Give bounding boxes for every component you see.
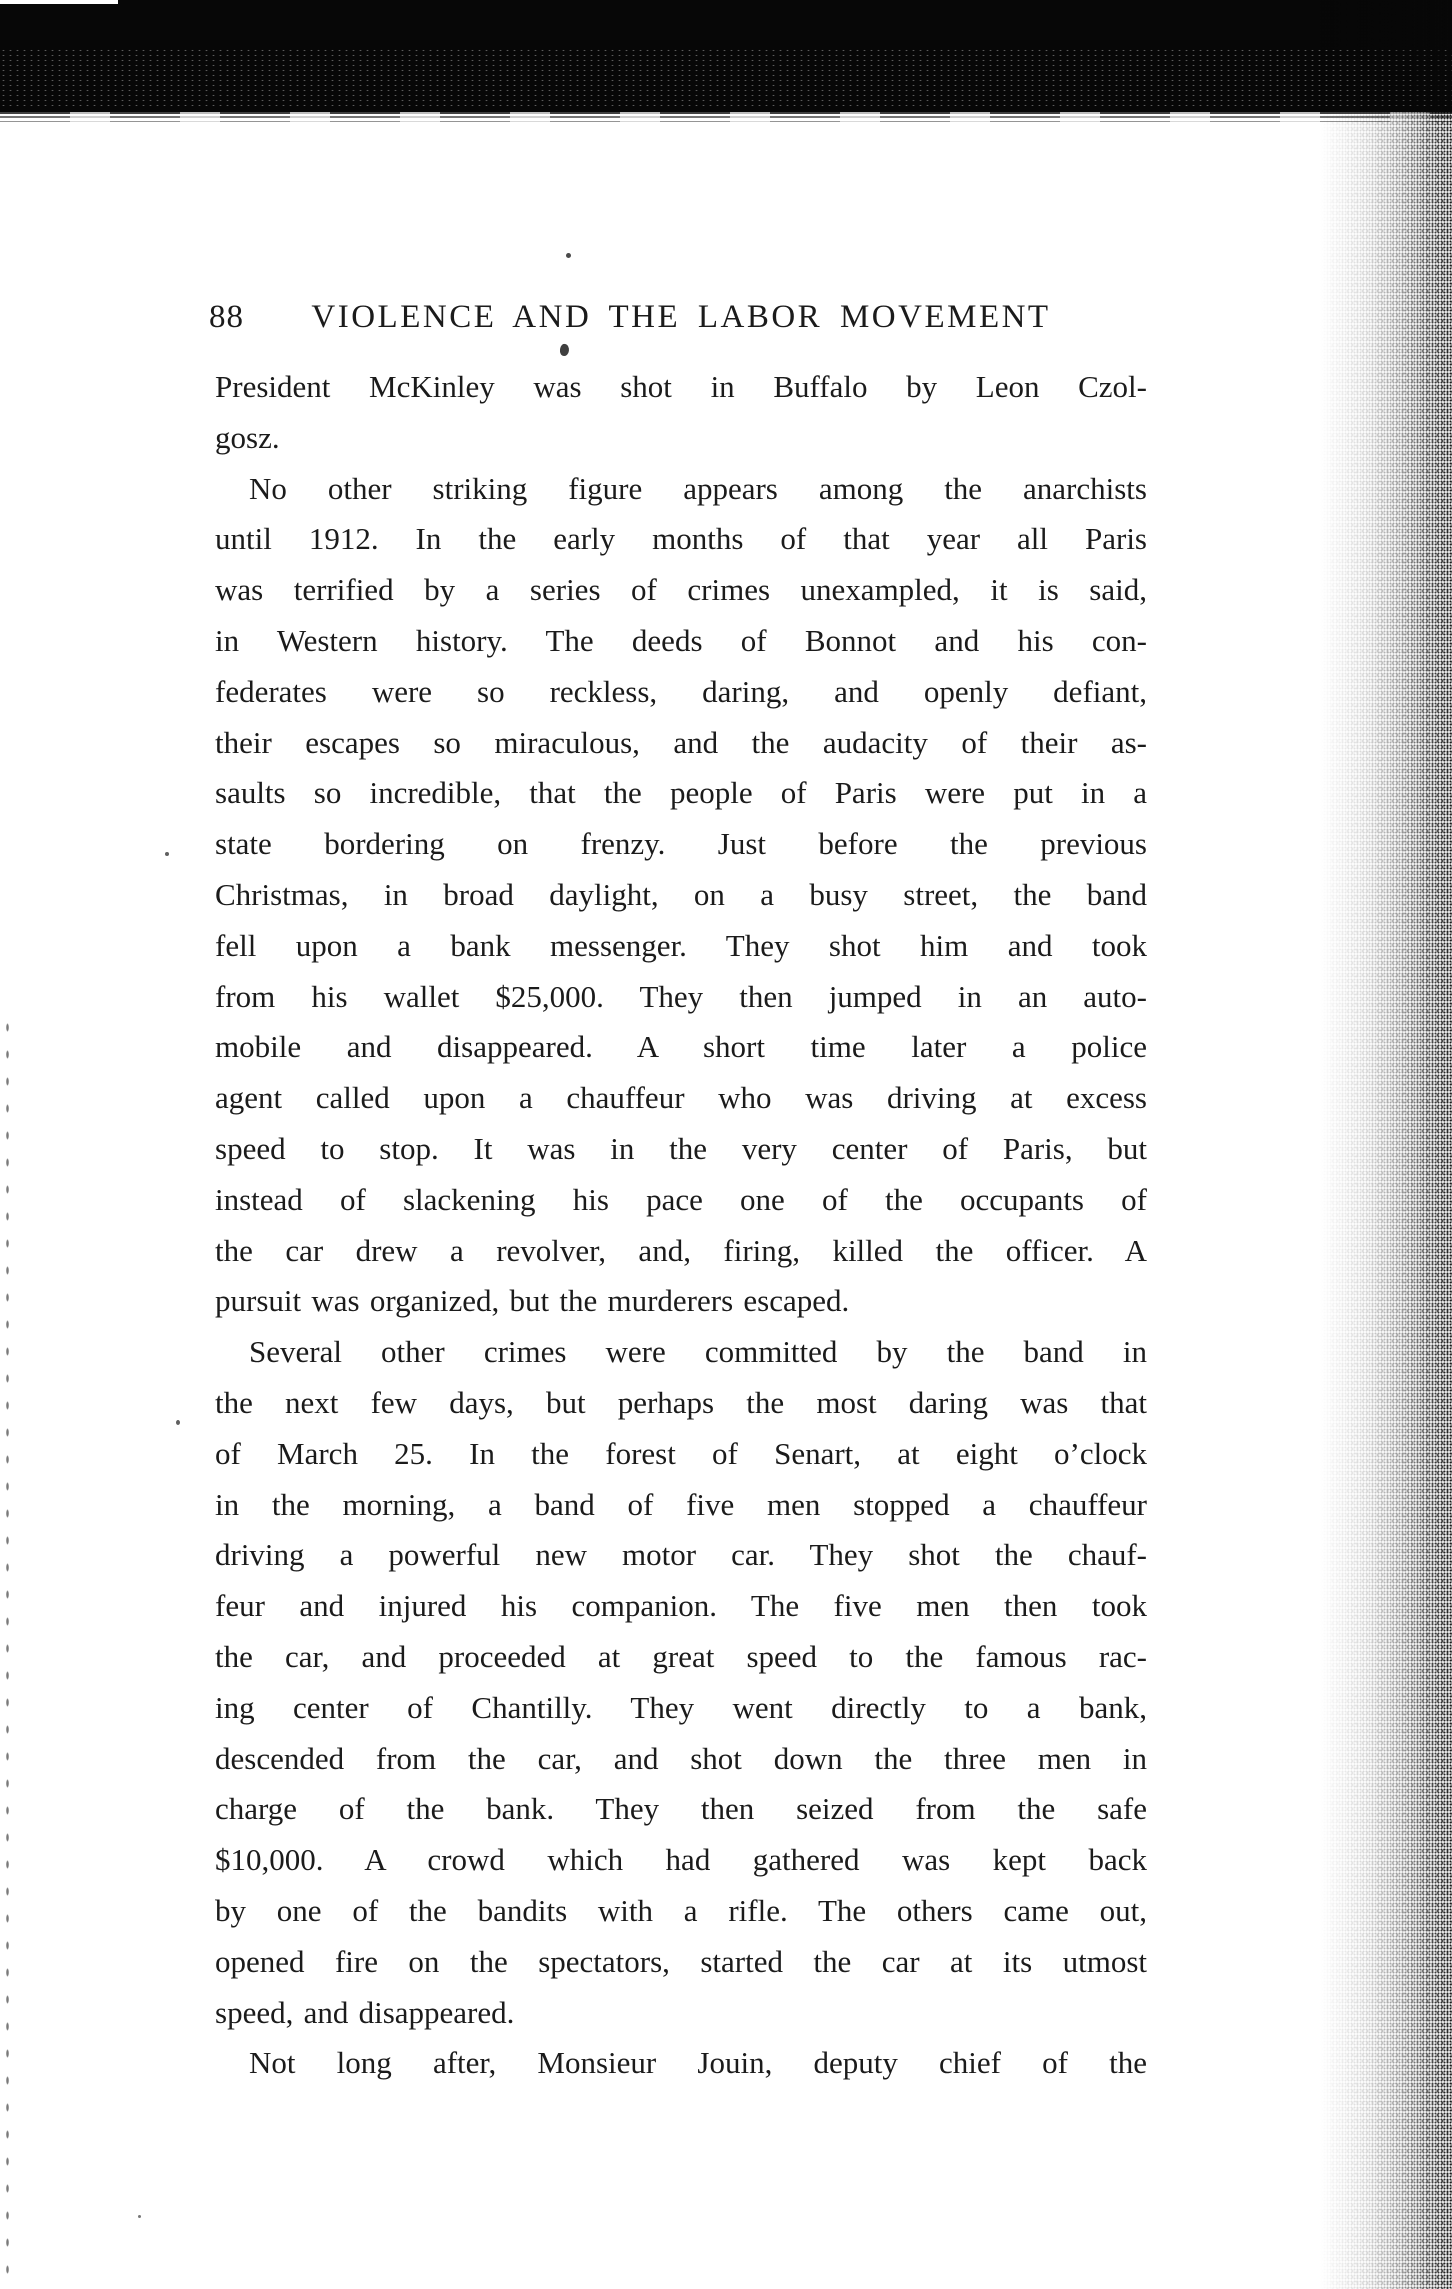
scan-top-black-band <box>0 0 1452 112</box>
text-line: saults so incredible, that the people of Paris were put in a <box>215 775 1147 811</box>
page-number: 88 <box>209 299 244 335</box>
paragraph <box>215 1327 1147 2038</box>
text-line: instead of slackening his pace one of the occupants of <box>215 1181 1147 1217</box>
paragraph <box>215 362 1147 464</box>
running-header <box>209 299 1147 339</box>
scan-right-edge-noise <box>1320 0 1452 2289</box>
text-line: descended from the car, and shot down the three men in <box>215 1740 1147 1776</box>
noise-speck <box>176 1420 180 1425</box>
body-text <box>215 362 1147 2089</box>
text-line: from his wallet $25,000. They then jumped in an auto- <box>215 978 1147 1014</box>
text-line: speed, and disappeared. <box>215 1994 515 2030</box>
text-line: federates were so reckless, daring, and openly defiant, <box>215 673 1147 709</box>
text-line: Several other crimes were committed by the band in <box>249 1334 1147 1370</box>
text-line: fell upon a bank messenger. They shot him and took <box>215 927 1147 963</box>
text-line: in the morning, a band of five men stopped a chauffeur <box>215 1486 1147 1522</box>
text-line: of March 25. In the forest of Senart, at eight o’clock <box>215 1435 1147 1471</box>
text-line: gosz. <box>215 419 280 455</box>
text-line: pursuit was organized, but the murderers escaped. <box>215 1283 850 1319</box>
text-line: by one of the bandits with a rifle. The others came out, <box>215 1892 1147 1928</box>
text-line: was terrified by a series of crimes unexampled, it is said, <box>215 572 1147 608</box>
text-line: President McKinley was shot in Buffalo by Leon Czol- <box>215 369 1147 404</box>
text-line: agent called upon a chauffeur who was driving at excess <box>215 1080 1147 1116</box>
text-line: ing center of Chantilly. They went directly to a bank, <box>215 1689 1147 1725</box>
text-line: until 1912. In the early months of that year all Paris <box>215 521 1147 557</box>
text-line: the car, and proceeded at great speed to the famous rac- <box>215 1638 1147 1674</box>
scan-band-ragged-edge <box>0 112 1452 127</box>
text-line: No other striking figure appears among the anarchists <box>249 470 1147 506</box>
noise-speck <box>566 253 571 258</box>
text-line: state bordering on frenzy. Just before the previous <box>215 826 1147 862</box>
running-title: VIOLENCE AND THE LABOR MOVEMENT <box>311 299 1051 335</box>
text-line: Christmas, in broad daylight, on a busy street, the band <box>215 876 1147 912</box>
text-line: feur and injured his companion. The five men then took <box>215 1588 1147 1624</box>
scan-left-edge-noise <box>0 1010 11 2280</box>
text-line: driving a powerful new motor car. They shot the chauf- <box>215 1537 1147 1573</box>
text-line: the car drew a revolver, and, firing, killed the officer. A <box>215 1232 1147 1268</box>
noise-speck <box>165 852 169 856</box>
text-line: their escapes so miraculous, and the audacity of their as- <box>215 724 1147 760</box>
noise-speck <box>138 2215 141 2218</box>
text-line: Not long after, Monsieur Jouin, deputy chief of the <box>249 2045 1147 2081</box>
paragraph <box>215 2038 1147 2089</box>
text-line: speed to stop. It was in the very center of Paris, but <box>215 1130 1147 1166</box>
text-line: the next few days, but perhaps the most daring was that <box>215 1384 1147 1420</box>
paragraph <box>215 464 1147 1328</box>
text-line: opened fire on the spectators, started the car at its utmost <box>215 1943 1147 1979</box>
text-line: charge of the bank. They then seized from the safe <box>215 1791 1147 1827</box>
noise-speck <box>559 343 570 356</box>
text-line: in Western history. The deeds of Bonnot and his con- <box>215 622 1147 658</box>
text-line: $10,000. A crowd which had gathered was kept back <box>215 1842 1147 1878</box>
text-line: mobile and disappeared. A short time later a police <box>215 1029 1147 1065</box>
